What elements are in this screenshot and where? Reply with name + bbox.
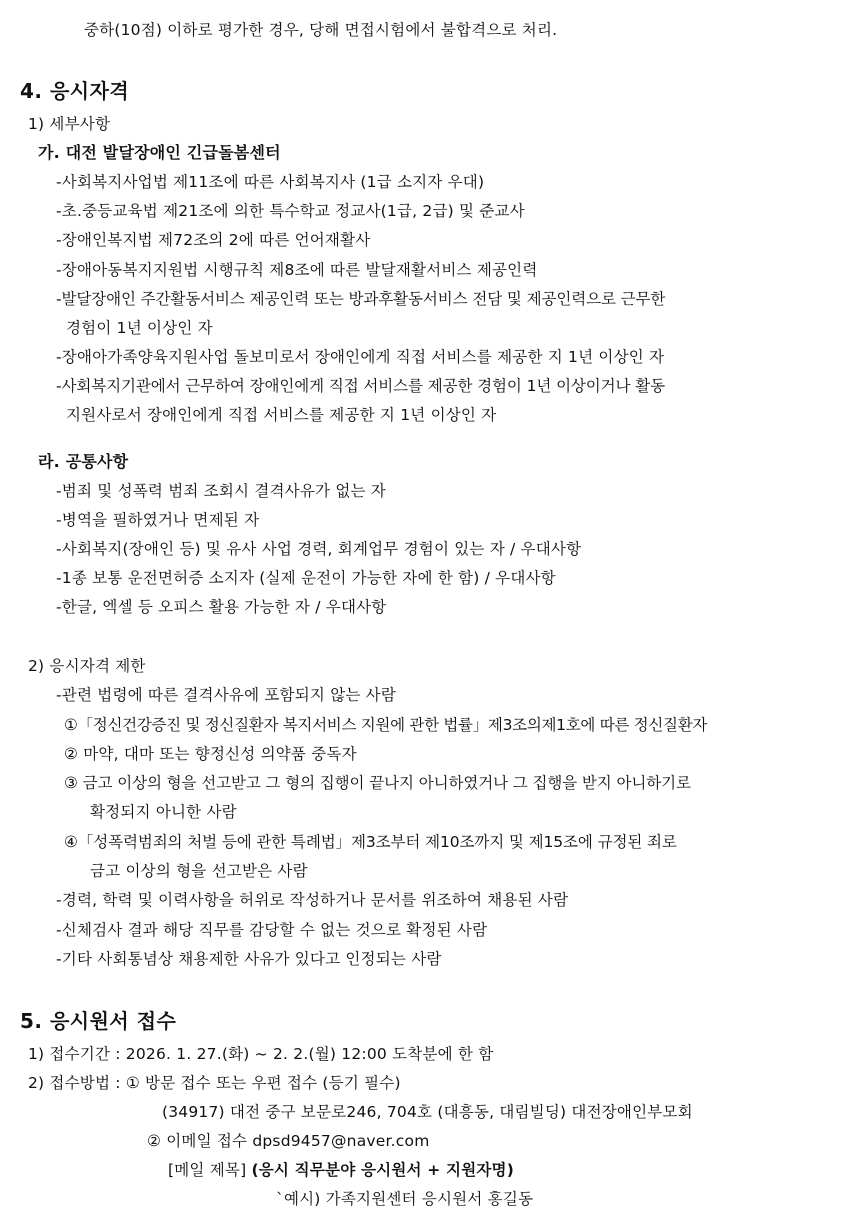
ga-item: -사회복지기관에서 근무하여 장애인에게 직접 서비스를 제공한 경험이 1년 이상이거나 활동 <box>56 377 666 395</box>
ga-heading: 가. 대전 발달장애인 긴급돌봄센터 <box>38 143 281 162</box>
ga-item: -장애인복지법 제72조의 2에 따른 언어재활사 <box>56 231 371 249</box>
reception-method-label: 2) 접수방법 : <box>28 1074 126 1092</box>
ra-heading: 라. 공통사항 <box>38 452 129 471</box>
restriction-item: ①「정신건강증진 및 정신질환자 복지서비스 지원에 관한 법률」제3조의제1호에 따른 정신질환자 <box>64 716 708 734</box>
restriction-item: ③ 금고 이상의 형을 선고받고 그 형의 집행이 끝나지 아니하였거나 그 집행을 받지 아니하기로 <box>64 774 691 792</box>
ra-item: -범죄 및 성폭력 범죄 조회시 결격사유가 없는 자 <box>56 482 386 500</box>
details-heading: 1) 세부사항 <box>28 115 111 133</box>
mail-subject <box>168 1160 514 1180</box>
ra-item: -병역을 필하였거나 면제된 자 <box>56 511 260 529</box>
restriction-tail-item: -경력, 학력 및 이력사항을 허위로 작성하거나 문서를 위조하여 채용된 사람 <box>56 891 569 909</box>
ga-item: -장애아가족양육지원사업 돌보미로서 장애인에게 직접 서비스를 제공한 지 1년 이상인 자 <box>56 348 665 366</box>
reception-method <box>28 1073 401 1093</box>
mailing-address: (34917) 대전 중구 보문로246, 704호 (대흥동, 대림빌딩) 대전장애인부모회 <box>162 1103 693 1121</box>
ga-item: -발달장애인 주간활동서비스 제공인력 또는 방과후활동서비스 전담 및 제공인력으로 근무한 <box>56 290 666 308</box>
ga-item: -장애아동복지지원법 시행규칙 제8조에 따른 발달재활서비스 제공인력 <box>56 261 538 279</box>
ga-item-continued: 지원사로서 장애인에게 직접 서비스를 제공한 지 1년 이상인 자 <box>66 406 497 424</box>
mail-subject-example: `예시) 가족지원센터 응시원서 홍길동 <box>276 1190 534 1208</box>
restriction-item-continued: 금고 이상의 형을 선고받은 사람 <box>90 862 308 880</box>
section-4-title: 4. 응시자격 <box>20 79 130 103</box>
restriction-tail-item: -기타 사회통념상 채용제한 사유가 있다고 인정되는 사람 <box>56 950 442 968</box>
restriction-tail-item: -신체검사 결과 해당 직무를 감당할 수 없는 것으로 확정된 사람 <box>56 921 488 939</box>
restriction-item: ④「성폭력범죄의 처벌 등에 관한 특례법」제3조부터 제10조까지 및 제15조에 규정된 죄로 <box>64 833 677 851</box>
restrictions-heading: 2) 응시자격 제한 <box>28 657 146 675</box>
mail-subject-label: [메일 제목] <box>168 1161 252 1179</box>
mail-subject-value: (응시 직무분야 응시원서 + 지원자명) <box>251 1161 515 1179</box>
restriction-item-continued: 확정되지 아니한 사람 <box>90 803 237 821</box>
reception-method-2: ② 이메일 접수 dpsd9457@naver.com <box>147 1132 430 1150</box>
reception-period: 1) 접수기간 : 2026. 1. 27.(화) ~ 2. 2.(월) 12:00 도착분에 한 함 <box>28 1045 494 1063</box>
restriction-item: ② 마약, 대마 또는 향정신성 의약품 중독자 <box>64 745 357 763</box>
ra-item: -사회복지(장애인 등) 및 유사 사업 경력, 회계업무 경험이 있는 자 / 우대사항 <box>56 540 582 558</box>
restrictions-lead: -관련 법령에 따른 결격사유에 포함되지 않는 사람 <box>56 686 397 704</box>
ra-item: -한글, 엑셀 등 오피스 활용 가능한 자 / 우대사항 <box>56 598 387 616</box>
ga-item: -초.중등교육법 제21조에 의한 특수학교 정교사(1급, 2급) 및 준교사 <box>56 202 525 220</box>
ga-item: -사회복지사업법 제11조에 따른 사회복지사 (1급 소지자 우대) <box>56 173 485 191</box>
reception-method-1: ① 방문 접수 또는 우편 접수 (등기 필수) <box>125 1074 401 1092</box>
intro-line: 중하(10점) 이하로 평가한 경우, 당해 면접시험에서 불합격으로 처리. <box>84 21 558 39</box>
ra-item: -1종 보통 운전면허증 소지자 (실제 운전이 가능한 자에 한 함) / 우대사항 <box>56 569 556 587</box>
section-5-title: 5. 응시원서 접수 <box>20 1009 177 1033</box>
ga-item-continued: 경험이 1년 이상인 자 <box>66 319 213 337</box>
